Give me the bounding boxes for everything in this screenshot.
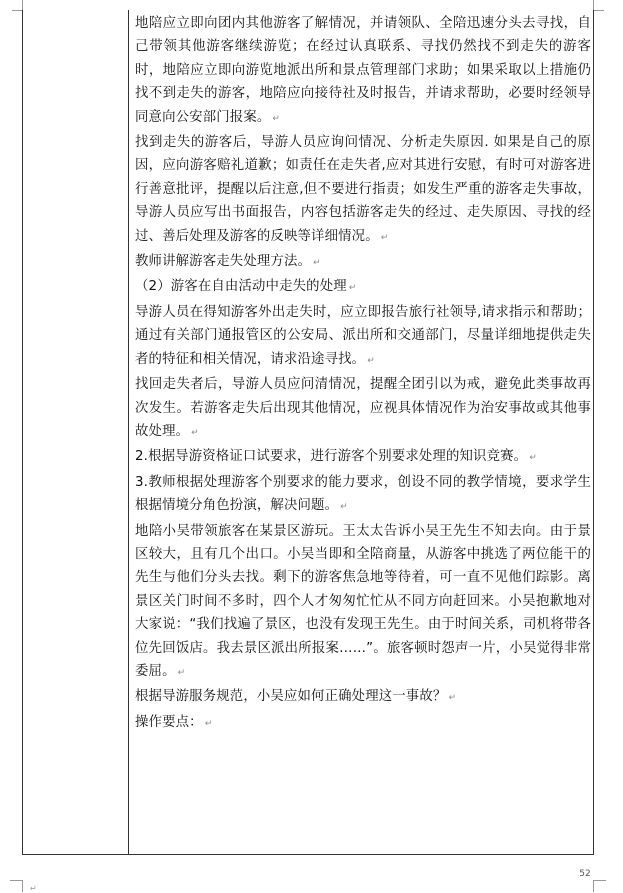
crop-mark-top-right-h: [594, 10, 604, 11]
crop-mark-bottom-left-h: [10, 880, 22, 881]
paragraph-8: 3.教师根据处理游客个别要求的能力要求，创设不同的教学情境，要求学生根据情境分角色扮演，解决问题。 ↵: [135, 474, 591, 514]
paragraph-mark-icon: ↵: [204, 718, 213, 729]
paragraph-5: 导游人员在得知游客外出走失时，应立即报告旅行社领导,请求指示和帮助；通过有关部门通报管区的公安局、派出所和交通部门，尽量详细地提供走失者的特征和相关情况，请求沿途寻找。 ↵: [135, 304, 591, 367]
paragraph-mark-icon: ↵: [348, 283, 357, 294]
paragraph-1: 地陪应立即向团内其他游客了解情况，并请领队、全陪迅速分头去寻找，自己带领其他游客继续游览；在经过认真联系、寻找仍然找不到走失的游客时，地陪应立即向游览地派出所和景点管理部门求助；如果采取以上措施仍找不到走失的游客，地陪应向接待社及时报告，并请求帮助，必要时经领导同意向公安部门报案。 ↵: [135, 16, 591, 125]
crop-mark-bottom-right: [593, 880, 594, 892]
paragraph-9: 地陪小吴带领旅客在某景区游玩。王太太告诉小吴王先生不知去向。由于景区较大，且有几个出口。小吴当即和全陪商量，从游客中挑选了两位能干的先生与他们分头去找。剩下的游客焦急地等待着，可一直不见他们踪影。离景区关门时间不多时，四个人才匆匆忙忙从不同方向赶回来。小吴抱歉地对大家说：“我们找遍了景区，也没有发现王先生。由于时间关系，司机将带各位先回饭店。我去景区派出所报案……”。旅客顿时怨声一片，小吴觉得非常委屈。 ↵: [135, 523, 591, 679]
paragraph-7: 2.根据导游资格证口试要求，进行游客个别要求处理的知识竞赛。 ↵: [135, 449, 537, 465]
paragraph-3: 教师讲解游客走失处理方法。 ↵: [135, 254, 321, 270]
paragraph-mark-icon: ↵: [380, 232, 389, 243]
crop-mark-bottom-right-h: [594, 880, 606, 881]
paragraph-2: 找到走失的游客后，导游人员应询问情况、分析走失原因. 如果是自己的原因，应向游客赔礼道歉；如责任在走失者,应对其进行安慰，有时可对游客进行善意批评，提醒以后注意,但不要进行指责；如发生严重的游客走失事故，导游人员应写出书面报告，内容包括游客走失的经过、走失原因、寻找的经过、善后处理及游客的反映等详细情况。 ↵: [135, 135, 591, 244]
paragraph-mark-icon: ↵: [191, 427, 199, 438]
paragraph-mark-icon: ↵: [529, 453, 537, 464]
footer-paragraph-mark-icon: ↵: [30, 884, 37, 893]
paragraph-mark-icon: ↵: [177, 667, 186, 678]
crop-mark-top-left-h: [12, 10, 22, 11]
paragraph-4: （2）游客在自由活动中走失的处理 ↵: [135, 279, 357, 295]
paragraph-10: 根据导游服务规范，小吴应如何正确处理这一事故？ ↵: [135, 689, 457, 705]
paragraph-mark-icon: ↵: [340, 502, 348, 513]
table-content-cell: [135, 12, 591, 736]
crop-mark-top-left: [22, 0, 23, 10]
paragraph-6: 找回走失者后，导游人员应问清情况，提醒全团引以为戒，避免此类事故再次发生。若游客走失后出现其他情况，应视具体情况作为治安事故或其他事故处理。 ↵: [135, 377, 591, 439]
paragraph-11: 操作要点： ↵: [135, 714, 213, 730]
crop-mark-top-right: [593, 0, 594, 10]
page-number: 52: [579, 869, 591, 879]
paragraph-mark-icon: ↵: [272, 113, 281, 124]
paragraph-mark-icon: ↵: [313, 258, 321, 269]
document-table: [22, 10, 594, 855]
paragraph-mark-icon: ↵: [448, 693, 457, 704]
paragraph-mark-icon: ↵: [367, 355, 375, 366]
table-left-column: [23, 10, 129, 854]
crop-mark-bottom-left: [22, 880, 23, 892]
